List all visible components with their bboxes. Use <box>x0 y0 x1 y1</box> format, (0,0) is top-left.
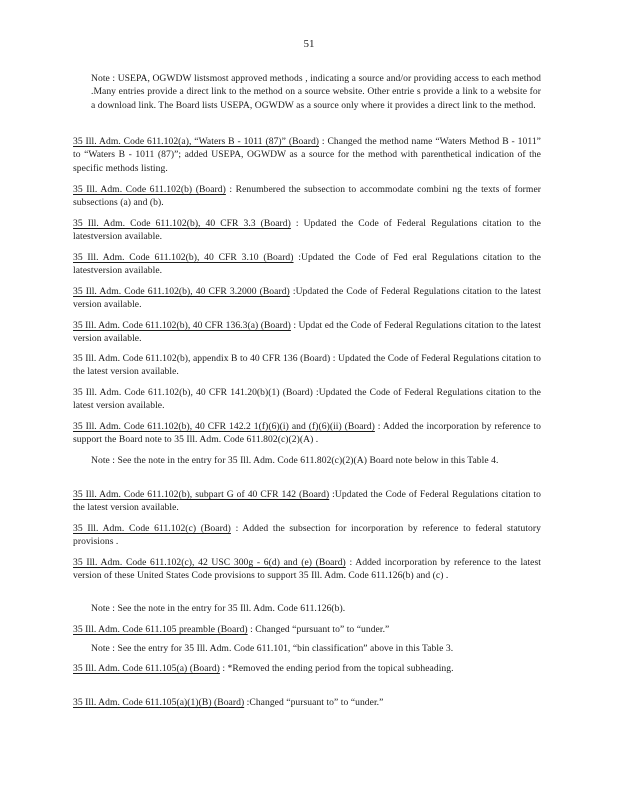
entry-citation: 35 Ill. Adm. Code 611.102(b), subpart G of 40 CFR 142 (Board) <box>73 489 330 500</box>
entry-text: : Updated the Code of Federal Regulations citation to the latestversion available. <box>73 218 541 243</box>
entry-text: :Updated the Code of Federal Regulations citation to the latest version available. <box>73 286 541 311</box>
entry-citation: 35 Ill. Adm. Code 611.102(a), “Waters B - 1011 (87)” (Board) <box>73 136 320 147</box>
entry-text: : *Removed the ending period from the topical subheading. <box>219 663 454 674</box>
entry <box>73 522 541 549</box>
entry-text: 35 Ill. Adm. Code 611.102(b), 40 CFR 141.20(b)(1) (Board) :Updated the Code of Federal Regulations citation to the latest version available. <box>73 387 541 412</box>
note-text: Note : See the entry for 35 Ill. Adm. Code 611.101, “bin classification” above in this Table 3. <box>91 643 454 654</box>
entry-citation: 35 Ill. Adm. Code 611.102(b) (Board) <box>73 184 226 195</box>
entry-citation: 35 Ill. Adm. Code 611.102(b), 40 CFR 142.2 1(f)(6)(i) and (f)(6)(ii) (Board) <box>73 421 375 432</box>
entry <box>73 285 541 312</box>
entry-citation: 35 Ill. Adm. Code 611.102(b), 40 CFR 136.3(a) (Board) <box>73 320 291 331</box>
page-number: 51 <box>303 38 315 50</box>
entry-text: : Added incorporation by reference to the latest version of these United States Code provisions to support 35 Ill. Adm. Code 611.126(b) and (c) . <box>73 557 541 582</box>
note-text: Note : See the note in the entry for 35 Ill. Adm. Code 611.802(c)(2)(A) Board note below in this Table 4. <box>91 455 499 466</box>
entry-citation: 35 Ill. Adm. Code 611.102(b), 40 CFR 3.10 (Board) <box>73 252 294 263</box>
entry-citation: 35 Ill. Adm. Code 611.102(b), 40 CFR 3.2000 (Board) <box>73 286 290 297</box>
entry-citation: 35 Ill. Adm. Code 611.102(b), 40 CFR 3.3 (Board) <box>73 218 291 229</box>
note-paragraph <box>91 642 541 655</box>
entry-text: :Updated the Code of Federal Regulations citation to the latest version available. <box>73 489 541 514</box>
entry <box>73 696 541 709</box>
entry-text: :Changed “pursuant to” to “under.” <box>244 697 384 708</box>
entry <box>73 352 541 379</box>
note-text: Note : See the note in the entry for 35 Ill. Adm. Code 611.126(b). <box>91 603 346 614</box>
entry-citation: 35 Ill. Adm. Code 611.102(c) (Board) <box>73 523 231 534</box>
entry <box>73 135 541 175</box>
note-paragraph <box>91 454 541 467</box>
entry-text: : Changed “pursuant to” to “under.” <box>247 624 390 635</box>
note-paragraph <box>91 72 541 112</box>
entry-text: :Updated the Code of Fed eral Regulations citation to the latestversion available. <box>73 252 541 277</box>
entry-citation: 35 Ill. Adm. Code 611.105(a) (Board) <box>73 663 220 674</box>
entry <box>73 217 541 244</box>
note-paragraph <box>91 602 541 615</box>
entry <box>73 488 541 515</box>
entry <box>73 623 541 636</box>
entry-citation: 35 Ill. Adm. Code 611.105 preamble (Board) <box>73 624 248 635</box>
entry <box>73 386 541 413</box>
entry-citation: 35 Ill. Adm. Code 611.102(c), 42 USC 300g - 6(d) and (e) (Board) <box>73 557 346 568</box>
entry-citation: 35 Ill. Adm. Code 611.105(a)(1)(B) (Board) <box>73 697 245 708</box>
entry-text: 35 Ill. Adm. Code 611.102(b), appendix B to 40 CFR 136 (Board) : Updated the Code of Federal Regulations citation to the latest version available. <box>73 353 541 378</box>
entry <box>73 251 541 278</box>
entry-text: : Changed the method name “Waters Method B - 1011” to “Waters B - 1011 (87)”; added USEPA, OGWDW as a source for the method with parenthetical indication of the specific methods listing. <box>73 136 541 174</box>
note-text: Note : USEPA, OGWDW listsmost approved methods , indicating a source and/or providing access to each method .Many entries provide a direct link to the method on a source website. Other entrie s provide a link to a website for a download link. The Board lists USEPA, OGWDW as a source only where it provides a direct link to the method. <box>91 73 541 111</box>
entry <box>73 662 541 675</box>
entry-text: : Added the subsection for incorporation by reference to federal statutory provisions . <box>73 523 541 548</box>
entry-text: : Updat ed the Code of Federal Regulations citation to the latest version available. <box>73 320 541 345</box>
entry-text: : Added the incorporation by reference to support the Board note to 35 Ill. Adm. Code 611.802(c)(2)(A) . <box>73 421 542 446</box>
entry <box>73 556 541 583</box>
entry-text: : Renumbered the subsection to accommodate combini ng the texts of former subsections (a) and (b). <box>73 184 541 209</box>
entry <box>73 420 541 447</box>
entry <box>73 183 541 210</box>
entry <box>73 319 541 346</box>
